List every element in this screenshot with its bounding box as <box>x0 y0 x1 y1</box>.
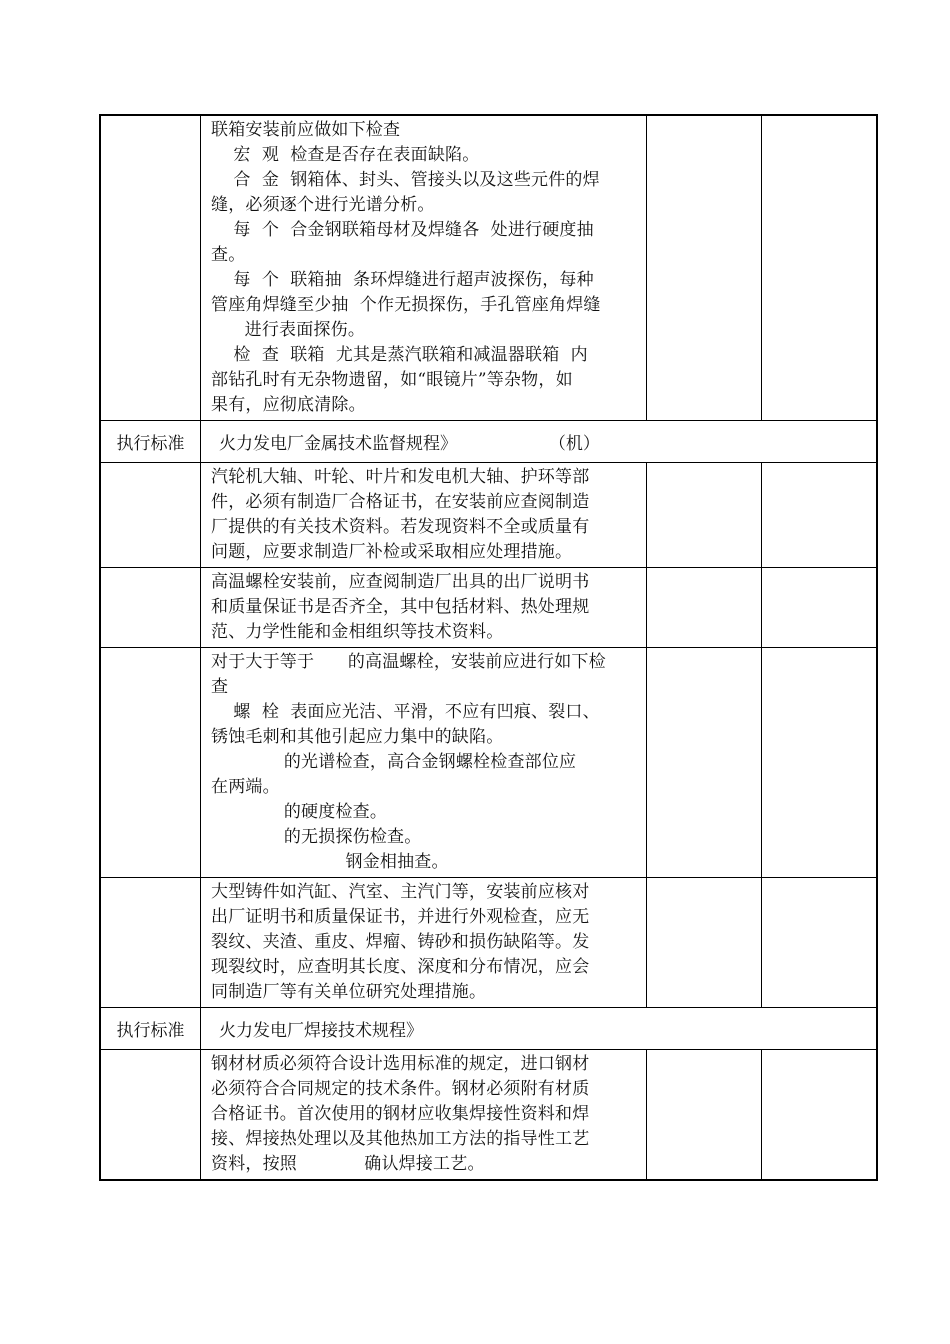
table-row <box>101 116 876 420</box>
text-line: 检 查 联箱 尤其是蒸汽联箱和减温器联箱 内 <box>211 345 588 365</box>
table-row <box>101 567 876 647</box>
text-line: 出厂证明书和质量保证书，并进行外观检查，应无 <box>211 907 590 927</box>
content-cell <box>201 463 647 567</box>
text-line: 厂提供的有关技术资料。若发现资料不全或质量有 <box>211 517 590 537</box>
text-line: 查。 <box>211 245 246 265</box>
table-row <box>101 647 876 877</box>
text-line: 宏 观 检查是否存在表面缺陷。 <box>211 145 480 165</box>
standard-row <box>101 420 876 462</box>
remark-cell <box>762 648 876 877</box>
table-row <box>101 462 876 567</box>
text-line: 大型铸件如汽缸、汽室、主汽门等，安装前应核对 <box>211 882 590 902</box>
text-line: 问题，应要求制造厂补检或采取相应处理措施。 <box>211 542 573 562</box>
text-line: 汽轮机大轴、叶轮、叶片和发电机大轴、护环等部 <box>211 467 590 487</box>
row-label-cell <box>101 878 201 1007</box>
text-line: 每 个 联箱抽 条环焊缝进行超声波探伤，每种 <box>211 270 594 290</box>
row-label-cell <box>101 568 201 647</box>
check-cell <box>647 463 762 567</box>
content-cell <box>201 116 647 420</box>
remark-cell <box>762 463 876 567</box>
remark-cell <box>762 116 876 420</box>
text-line: 同制造厂等有关单位研究处理措施。 <box>211 982 487 1002</box>
text-line: 螺 栓 表面应光洁、平滑，不应有凹痕、裂口、 <box>211 702 600 722</box>
row-label-cell <box>101 463 201 567</box>
standard-label: 执行标准 <box>101 421 201 462</box>
content-cell <box>201 1050 647 1179</box>
text-line: 部钻孔时有无杂物遗留，如“眼镜片”等杂物，如 <box>211 370 573 390</box>
text-line: 缝，必须逐个进行光谱分析。 <box>211 195 435 215</box>
check-cell <box>647 568 762 647</box>
text-line: 钢材材质必须符合设计选用标准的规定，进口钢材 <box>211 1054 590 1074</box>
standard-label: 执行标准 <box>101 1008 201 1049</box>
text-line: 高温螺栓安装前，应查阅制造厂出具的出厂说明书 <box>211 572 590 592</box>
remark-cell <box>762 568 876 647</box>
row-label-cell <box>101 648 201 877</box>
text-line: 进行表面探伤。 <box>211 320 366 340</box>
text-line: 查 <box>211 677 229 697</box>
text-line: 每 个 合金钢联箱母材及焊缝各 处进行硬度抽 <box>211 220 594 240</box>
text-line: 在两端。 <box>211 777 280 797</box>
text-line: 的硬度检查。 <box>211 802 388 822</box>
check-cell <box>647 878 762 1007</box>
standard-title: 火力发电厂金属技术监督规程》 （机） <box>219 434 600 454</box>
check-cell <box>647 1050 762 1179</box>
text-line: 对于大于等于 的高温螺栓，安装前应进行如下检 <box>211 652 606 672</box>
text-line: 的无损探伤检查。 <box>211 827 422 847</box>
text-line: 管座角焊缝至少抽 个作无损探伤，手孔管座角焊缝 <box>211 295 601 315</box>
text-line: 合格证书。首次使用的钢材应收集焊接性资料和焊 <box>211 1104 590 1124</box>
text-line: 接、焊接热处理以及其他热加工方法的指导性工艺 <box>211 1129 590 1149</box>
text-line: 裂纹、夹渣、重皮、焊瘤、铸砂和损伤缺陷等。发 <box>211 932 590 952</box>
text-line: 合 金 钢箱体、封头、管接头以及这些元件的焊 <box>211 170 600 190</box>
row-label-cell <box>101 116 201 420</box>
standard-title: 火力发电厂焊接技术规程》 <box>219 1021 423 1041</box>
text-line: 的光谱检查，高合金钢螺栓检查部位应 <box>211 752 577 772</box>
table-row <box>101 1049 876 1179</box>
check-cell <box>647 648 762 877</box>
standard-row <box>101 1007 876 1049</box>
text-line: 资料，按照 确认焊接工艺。 <box>211 1154 485 1174</box>
text-line: 必须符合合同规定的技术条件。钢材必须附有材质 <box>211 1079 590 1099</box>
content-cell <box>201 878 647 1007</box>
document-table <box>99 114 878 1181</box>
text-line: 和质量保证书是否齐全，其中包括材料、热处理规 <box>211 597 590 617</box>
text-line: 果有，应彻底清除。 <box>211 395 366 415</box>
text-line: 锈蚀毛刺和其他引起应力集中的缺陷。 <box>211 727 504 747</box>
check-cell <box>647 116 762 420</box>
text-line: 钢金相抽查。 <box>211 852 449 872</box>
text-line: 范、力学性能和金相组织等技术资料。 <box>211 622 504 642</box>
text-line: 现裂纹时，应查明其长度、深度和分布情况，应会 <box>211 957 590 977</box>
content-cell <box>201 568 647 647</box>
remark-cell <box>762 1050 876 1179</box>
text-line: 件，必须有制造厂合格证书，在安装前应查阅制造 <box>211 492 590 512</box>
content-cell <box>201 648 647 877</box>
remark-cell <box>762 878 876 1007</box>
row-label-cell <box>101 1050 201 1179</box>
table-row <box>101 877 876 1007</box>
text-line: 联箱安装前应做如下检查 <box>211 120 401 140</box>
